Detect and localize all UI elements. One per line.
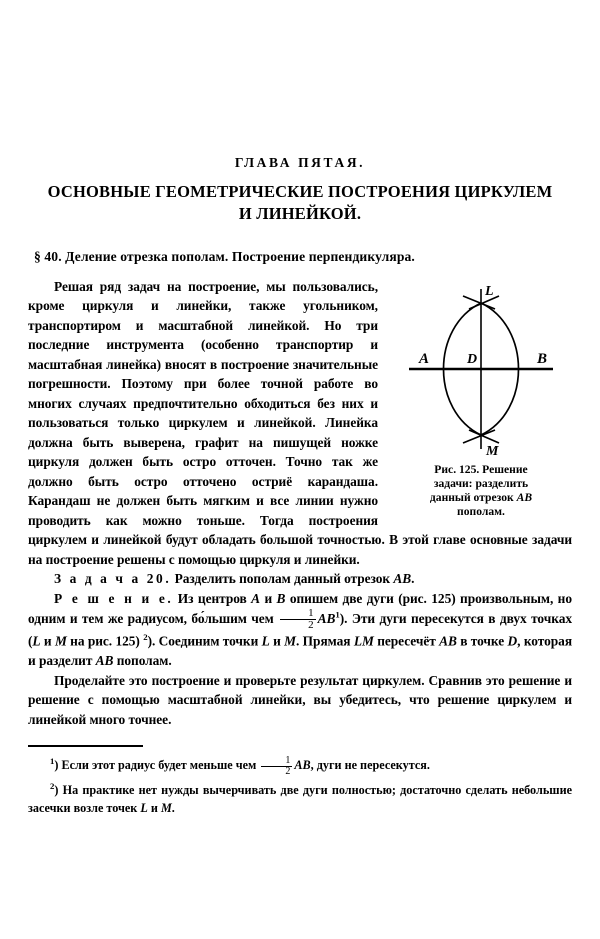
solution-text-3: опишем две дуги (рис. 125) произвольным, но одним и тем же радиусом, бо́льшим чем bbox=[28, 590, 572, 626]
solution-text-12: , которая и разделит bbox=[28, 633, 573, 669]
task-segment-ab: AB bbox=[393, 571, 412, 587]
intro-paragraph: Решая ряд задач на построение, мы пользовались, кроме циркуля и линейки, также угольником, транспортиром и масштабной линейкой. Но три последние инструмента (особенно транспортир и масштабная линейка) вносят в построение значительные погрешности. Поэтому при более точной работе во многих случаях предпочтительно обходиться без них и пользоваться только циркулем и линейкой. Линейка должна быть выверена, графит на пишущей ножке циркуля должен быть остро отточен. Точно так же должно быть остро отточено остриё карандаша. Карандаш не должен быть мягким и все линии нужно проводить как можно тоньше. Тогда построения циркулем и линейкой будут обладать большой точностью. В этой главе основные задачи на построение решены с помощью циркуля и линейки. bbox=[28, 278, 572, 567]
figure-label-d: D bbox=[467, 351, 478, 367]
figure-125 bbox=[390, 281, 572, 520]
footnote-2-marker: 2 bbox=[50, 781, 55, 792]
closing-paragraph: Проделайте это построение и проверьте результат циркулем. Сравнив это решение и решение с помощью масштабной линейки, вы убедитесь, что решение циркулем и линейкой много точнее. bbox=[28, 672, 572, 727]
figure-caption-line-2: задачи: разделить bbox=[433, 476, 529, 490]
tick-m-right bbox=[469, 430, 499, 443]
tick-m-left bbox=[463, 430, 495, 443]
footnote-ref-1[interactable]: 1 bbox=[335, 609, 340, 620]
footnote-separator-rule bbox=[28, 745, 143, 747]
footnote-1-fraction-numerator: 1 bbox=[285, 755, 291, 767]
solution-text-7: ). Соединим точки bbox=[147, 633, 262, 649]
solution-line-lm: LM bbox=[353, 633, 374, 649]
page-content bbox=[28, 155, 572, 821]
figure-caption-segment: AB bbox=[516, 490, 533, 504]
footnote-1-segment-ab: AB bbox=[294, 758, 311, 773]
task-label: З а д а ч а 20. bbox=[54, 571, 172, 587]
footnote-2-point-l: L bbox=[140, 801, 148, 816]
figure-label-b: B bbox=[537, 350, 548, 367]
section-heading: § 40. Деление отрезка пополам. Построение перпендикуляра. bbox=[34, 248, 415, 264]
figure-label-l: L bbox=[485, 283, 494, 299]
footnote-1-marker: 1 bbox=[50, 756, 55, 767]
figure-caption-line-3: данный отрезок bbox=[429, 490, 517, 504]
footnotes-section bbox=[28, 745, 572, 817]
solution-text-5: и bbox=[40, 633, 55, 649]
solution-text-1: Из центров bbox=[177, 590, 252, 606]
footnote-2-point-m: M bbox=[160, 801, 172, 816]
solution-point-a: A bbox=[251, 590, 261, 606]
figure-caption bbox=[390, 463, 572, 520]
solution-text-8: и bbox=[269, 633, 285, 649]
solution-text-9: . Прямая bbox=[296, 633, 354, 649]
chapter-title-line-1: ОСНОВНЫЕ ГЕОМЕТРИЧЕСКИЕ ПОСТРОЕНИЯ ЦИРКУЛЕМ bbox=[47, 182, 553, 201]
solution-segment-ab-1: AB bbox=[317, 610, 336, 626]
solution-text-4: ). Эти дуги пересекутся в двух точках ( bbox=[28, 610, 572, 649]
page-title bbox=[28, 181, 572, 225]
fraction-numerator: 1 bbox=[308, 607, 314, 620]
solution-point-d: D bbox=[507, 633, 518, 649]
solution-text-11: в точке bbox=[456, 633, 508, 649]
solution-text-10: пересечёт bbox=[373, 633, 440, 649]
solution-point-l-2: L bbox=[261, 633, 270, 649]
solution-point-m-2: M bbox=[284, 633, 297, 649]
footnote-1-text-before: ) Если этот радиус будет меньше чем bbox=[54, 758, 260, 773]
solution-segment-ab-3: AB bbox=[95, 653, 114, 669]
footnote-1-text-after: , дуги не пересекутся. bbox=[310, 758, 430, 773]
solution-text-2: и bbox=[260, 590, 277, 606]
task-text-end: . bbox=[411, 571, 415, 587]
footnote-ref-2[interactable]: 2 bbox=[143, 632, 148, 643]
footnote-1 bbox=[28, 755, 572, 777]
solution-point-l-1: L bbox=[32, 633, 41, 649]
figure-caption-line-1: Рис. 125. Решение bbox=[434, 462, 528, 476]
figure-label-m: M bbox=[486, 443, 499, 456]
footnote-2-text-before: ) На практике нет нужды вычерчивать две дуги полностью; достаточно сделать небольшие засечки возле точек bbox=[28, 783, 572, 816]
task-text: Разделить пополам данный отрезок bbox=[174, 571, 394, 587]
solution-text-13: пополам. bbox=[113, 653, 172, 669]
solution-point-b: B bbox=[276, 590, 286, 606]
solution-point-m-1: M bbox=[54, 633, 67, 649]
tick-l-right bbox=[469, 296, 499, 309]
task-paragraph bbox=[28, 569, 572, 589]
footnote-1-fraction bbox=[261, 756, 292, 777]
solution-segment-ab-2: AB bbox=[439, 633, 457, 649]
fraction-denominator: 2 bbox=[280, 619, 315, 631]
solution-paragraph bbox=[28, 589, 572, 671]
chapter-title-line-2: И ЛИНЕЙКОЙ. bbox=[238, 203, 362, 223]
chapter-label: ГЛАВА ПЯТАЯ. bbox=[234, 155, 366, 170]
figure-125-drawing bbox=[391, 281, 571, 456]
footnote-2-conjunction: и bbox=[147, 801, 161, 816]
footnote-1-fraction-denominator: 2 bbox=[261, 766, 292, 777]
solution-text-6: на рис. 125) bbox=[66, 633, 144, 649]
footnote-2 bbox=[28, 780, 572, 817]
figure-label-a: A bbox=[419, 350, 430, 367]
figure-caption-line-4: пополам. bbox=[457, 504, 505, 518]
fraction-one-half bbox=[280, 608, 315, 631]
solution-label: Р е ш е н и е. bbox=[54, 590, 174, 606]
footnote-2-text-after: . bbox=[171, 801, 175, 816]
